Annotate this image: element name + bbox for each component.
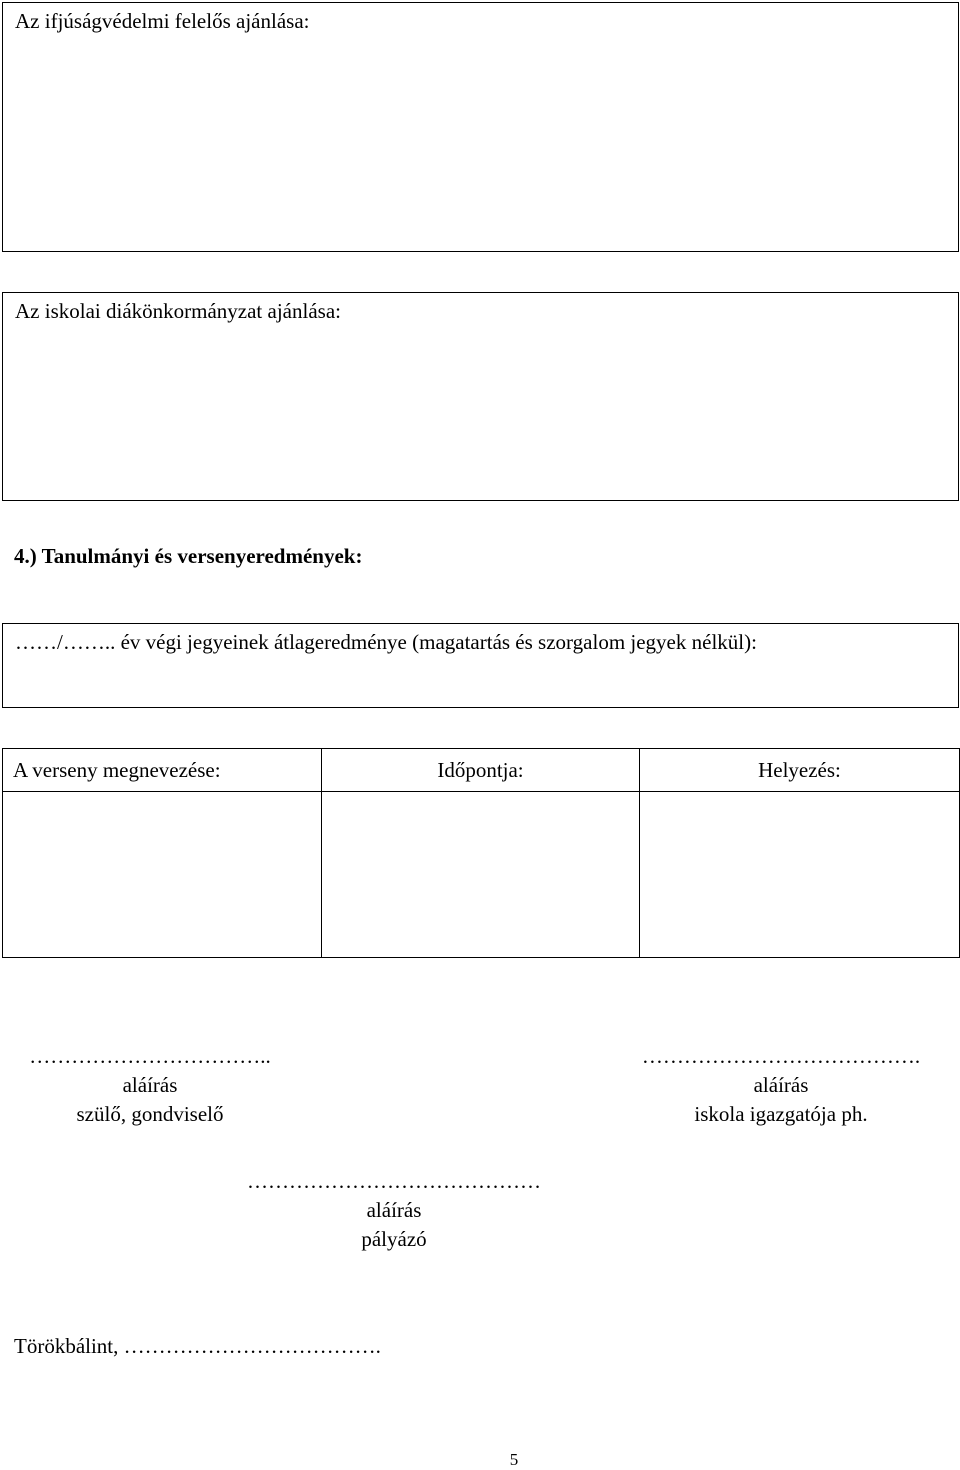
competitions-table [2,748,960,958]
competitions-header-row [3,749,960,792]
page-number: 5 [509,1450,519,1469]
principal-signature [618,1042,944,1129]
competition-placement-cell[interactable] [640,792,960,958]
parent-signature-role: szülő, gondviselő [76,1102,224,1126]
average-grade-box[interactable] [2,623,959,708]
applicant-signature-line[interactable]: …………………………………… [247,1169,541,1193]
header-competition-name: A verseny megnevezése: [3,749,322,792]
competition-date-cell[interactable] [322,792,640,958]
parent-signature [0,1042,300,1129]
applicant-signature [224,1167,564,1254]
applicant-signature-role: pályázó [361,1227,427,1251]
parent-signature-caption: aláírás [122,1073,178,1097]
average-grade-label: ……/…….. év végi jegyeinek átlageredménye (magatartás és szorgalom jegyek nélkül): [15,630,757,654]
youth-protection-label: Az ifjúságvédelmi felelős ajánlása: [15,9,310,33]
applicant-signature-caption: aláírás [366,1198,422,1222]
parent-signature-line[interactable]: …………………………….. [29,1044,271,1068]
principal-signature-line[interactable]: …………………………………. [641,1044,921,1068]
principal-signature-caption: aláírás [753,1073,809,1097]
student-council-label: Az iskolai diákönkormányzat ajánlása: [15,299,341,323]
header-competition-placement: Helyezés: [640,749,960,792]
section-4-heading: 4.) Tanulmányi és versenyeredmények: [14,544,363,568]
place-date-line[interactable]: Törökbálint, ………………………………. [14,1334,381,1358]
header-competition-date: Időpontja: [322,749,640,792]
student-council-box[interactable] [2,292,959,501]
competitions-entry-row [3,792,960,958]
competition-name-cell[interactable] [3,792,322,958]
principal-signature-role: iskola igazgatója ph. [694,1102,868,1126]
youth-protection-box[interactable] [2,2,959,252]
